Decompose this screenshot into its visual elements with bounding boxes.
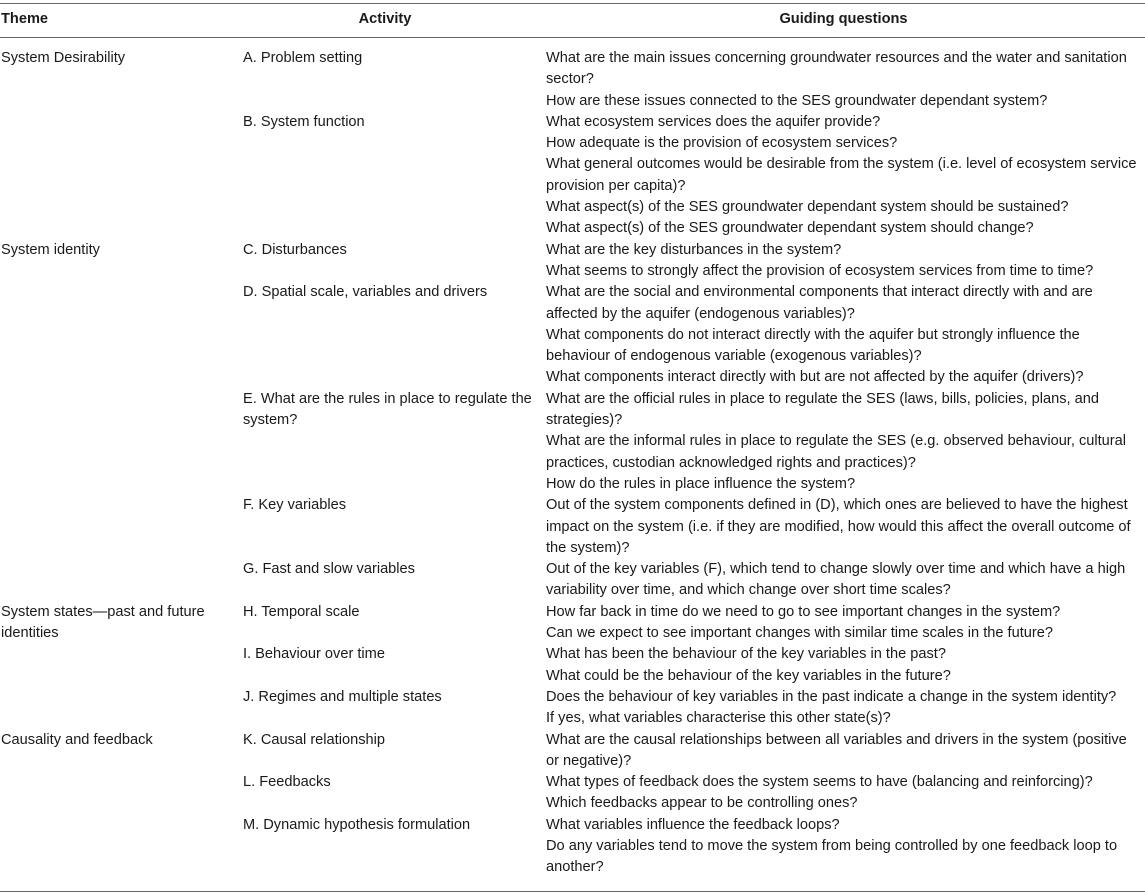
guiding-question: Which feedbacks appear to be controlling ones? xyxy=(546,795,858,812)
guiding-question: Can we expect to see important changes with similar time scales in the future? xyxy=(546,625,1053,642)
guiding-question: How adequate is the provision of ecosystem services? xyxy=(546,135,898,152)
activity-cell: J. Regimes and multiple states xyxy=(243,688,442,705)
guiding-question: What components interact directly with but are not affected by the aquifer (drivers)? xyxy=(546,369,1084,386)
theme-cell: System Desirability xyxy=(1,50,126,66)
guiding-question: What are the informal rules in place to regulate the SES (e.g. observed behaviour, cultural practices, custodian acknowledged rights and practices)? xyxy=(546,433,1127,471)
table-row xyxy=(0,112,1145,240)
activity-cell: D. Spatial scale, variables and drivers xyxy=(243,284,488,301)
guiding-question: Out of the system components defined in (D), which ones are believed to have the highest impact on the system (i.e. if they are modified, how would this affect the overall outcome of the system)? xyxy=(546,497,1131,556)
guiding-question: What could be the behaviour of the key variables in the future? xyxy=(546,667,951,684)
guiding-question: Do any variables tend to move the system from being controlled by one feedback loop to another? xyxy=(546,837,1118,876)
activity-cell: M. Dynamic hypothesis formulation xyxy=(243,816,471,833)
guiding-questions-cell xyxy=(546,48,1141,112)
activity-cell: H. Temporal scale xyxy=(243,603,360,620)
table-row xyxy=(0,282,1145,388)
guiding-questions-cell xyxy=(546,687,1141,730)
guiding-questions-cell xyxy=(546,644,1141,687)
guiding-questions-cell xyxy=(546,772,1141,815)
activity-cell: L. Feedbacks xyxy=(243,774,331,791)
guiding-question: How do the rules in place influence the system? xyxy=(546,475,856,492)
activity-cell: C. Disturbances xyxy=(243,241,347,258)
activity-cell: G. Fast and slow variables xyxy=(243,561,415,578)
guiding-question: What aspect(s) of the SES groundwater dependant system should be sustained? xyxy=(546,199,1069,216)
guiding-question: What are the main issues concerning groundwater resources and the water and sanitation sector? xyxy=(546,50,1127,88)
guiding-question: What general outcomes would be desirable from the system (i.e. level of ecosystem service provision per capita)? xyxy=(546,156,1137,194)
activity-cell: I. Behaviour over time xyxy=(243,646,385,663)
theme-cell: Causality and feedback xyxy=(1,731,153,748)
theme-group xyxy=(0,240,1145,602)
guiding-question: What are the official rules in place to regulate the SES (laws, bills, policies, plans, and strategies)? xyxy=(546,390,1099,429)
table-row xyxy=(0,815,1145,879)
table-row xyxy=(0,644,1145,687)
header-activity: Activity xyxy=(358,11,412,27)
theme-cell: System identity xyxy=(1,241,100,258)
activity-cell: A. Problem setting xyxy=(243,50,363,66)
table-row xyxy=(0,495,1145,559)
guiding-question: What has been the behaviour of the key variables in the past? xyxy=(546,646,946,663)
guiding-questions-cell xyxy=(546,240,1141,283)
guiding-question: What ecosystem services does the aquifer provide? xyxy=(546,113,881,130)
guiding-question: Does the behaviour of key variables in the past indicate a change in the system identity? xyxy=(546,688,1117,705)
guiding-question: If yes, what variables characterise this other state(s)? xyxy=(546,710,891,727)
table-row xyxy=(0,687,1145,730)
table-body xyxy=(0,48,1145,879)
table-row xyxy=(0,389,1145,495)
activity-cell: B. System function xyxy=(243,113,365,130)
theme-group xyxy=(0,730,1145,879)
table-row xyxy=(0,559,1145,602)
header-guiding-questions: Guiding questions xyxy=(779,11,908,27)
activity-cell: E. What are the rules in place to regulate the system? xyxy=(243,390,532,429)
theme-cell: System states—past and future identities xyxy=(1,603,205,642)
guiding-questions-cell xyxy=(546,815,1141,879)
guiding-question: What are the causal relationships between all variables and drivers in the system (positive or negative)? xyxy=(546,731,1127,769)
guiding-questions-cell xyxy=(546,730,1141,773)
guiding-questions-cell xyxy=(546,602,1141,645)
theme-group xyxy=(0,48,1145,240)
activity-cell: K. Causal relationship xyxy=(243,731,385,748)
guiding-question: What seems to strongly affect the provision of ecosystem services from time to time? xyxy=(546,262,1094,279)
table-top-rule xyxy=(0,3,1145,4)
guiding-question: What variables influence the feedback loops? xyxy=(546,816,840,833)
header-theme: Theme xyxy=(1,11,49,27)
guiding-question: What components do not interact directly with the aquifer but strongly influence the behaviour of endogenous variable (exogenous variables)? xyxy=(546,326,1080,365)
guiding-questions-cell xyxy=(546,282,1141,388)
table-header-rule xyxy=(0,37,1145,38)
table-row xyxy=(0,772,1145,815)
guiding-question: How are these issues connected to the SES groundwater dependant system? xyxy=(546,92,1048,109)
guiding-question: Out of the key variables (F), which tend to change slowly over time and which have a high variability over time, and which change over short time scales? xyxy=(546,561,1126,599)
guiding-questions-cell xyxy=(546,559,1141,602)
guiding-question: What are the social and environmental components that interact directly with and are affected by the aquifer (endogenous variables)? xyxy=(546,284,1093,322)
guiding-questions-cell xyxy=(546,495,1141,559)
activity-cell: F. Key variables xyxy=(243,497,347,514)
guiding-question: How far back in time do we need to go to see important changes in the system? xyxy=(546,603,1061,620)
guiding-questions-cell xyxy=(546,112,1141,240)
guiding-question: What types of feedback does the system seems to have (balancing and reinforcing)? xyxy=(546,774,1093,791)
guiding-question: What are the key disturbances in the system? xyxy=(546,241,842,258)
theme-group xyxy=(0,602,1145,730)
guiding-question: What aspect(s) of the SES groundwater dependant system should change? xyxy=(546,220,1034,237)
table-bottom-rule xyxy=(0,891,1145,892)
guiding-questions-cell xyxy=(546,389,1141,495)
